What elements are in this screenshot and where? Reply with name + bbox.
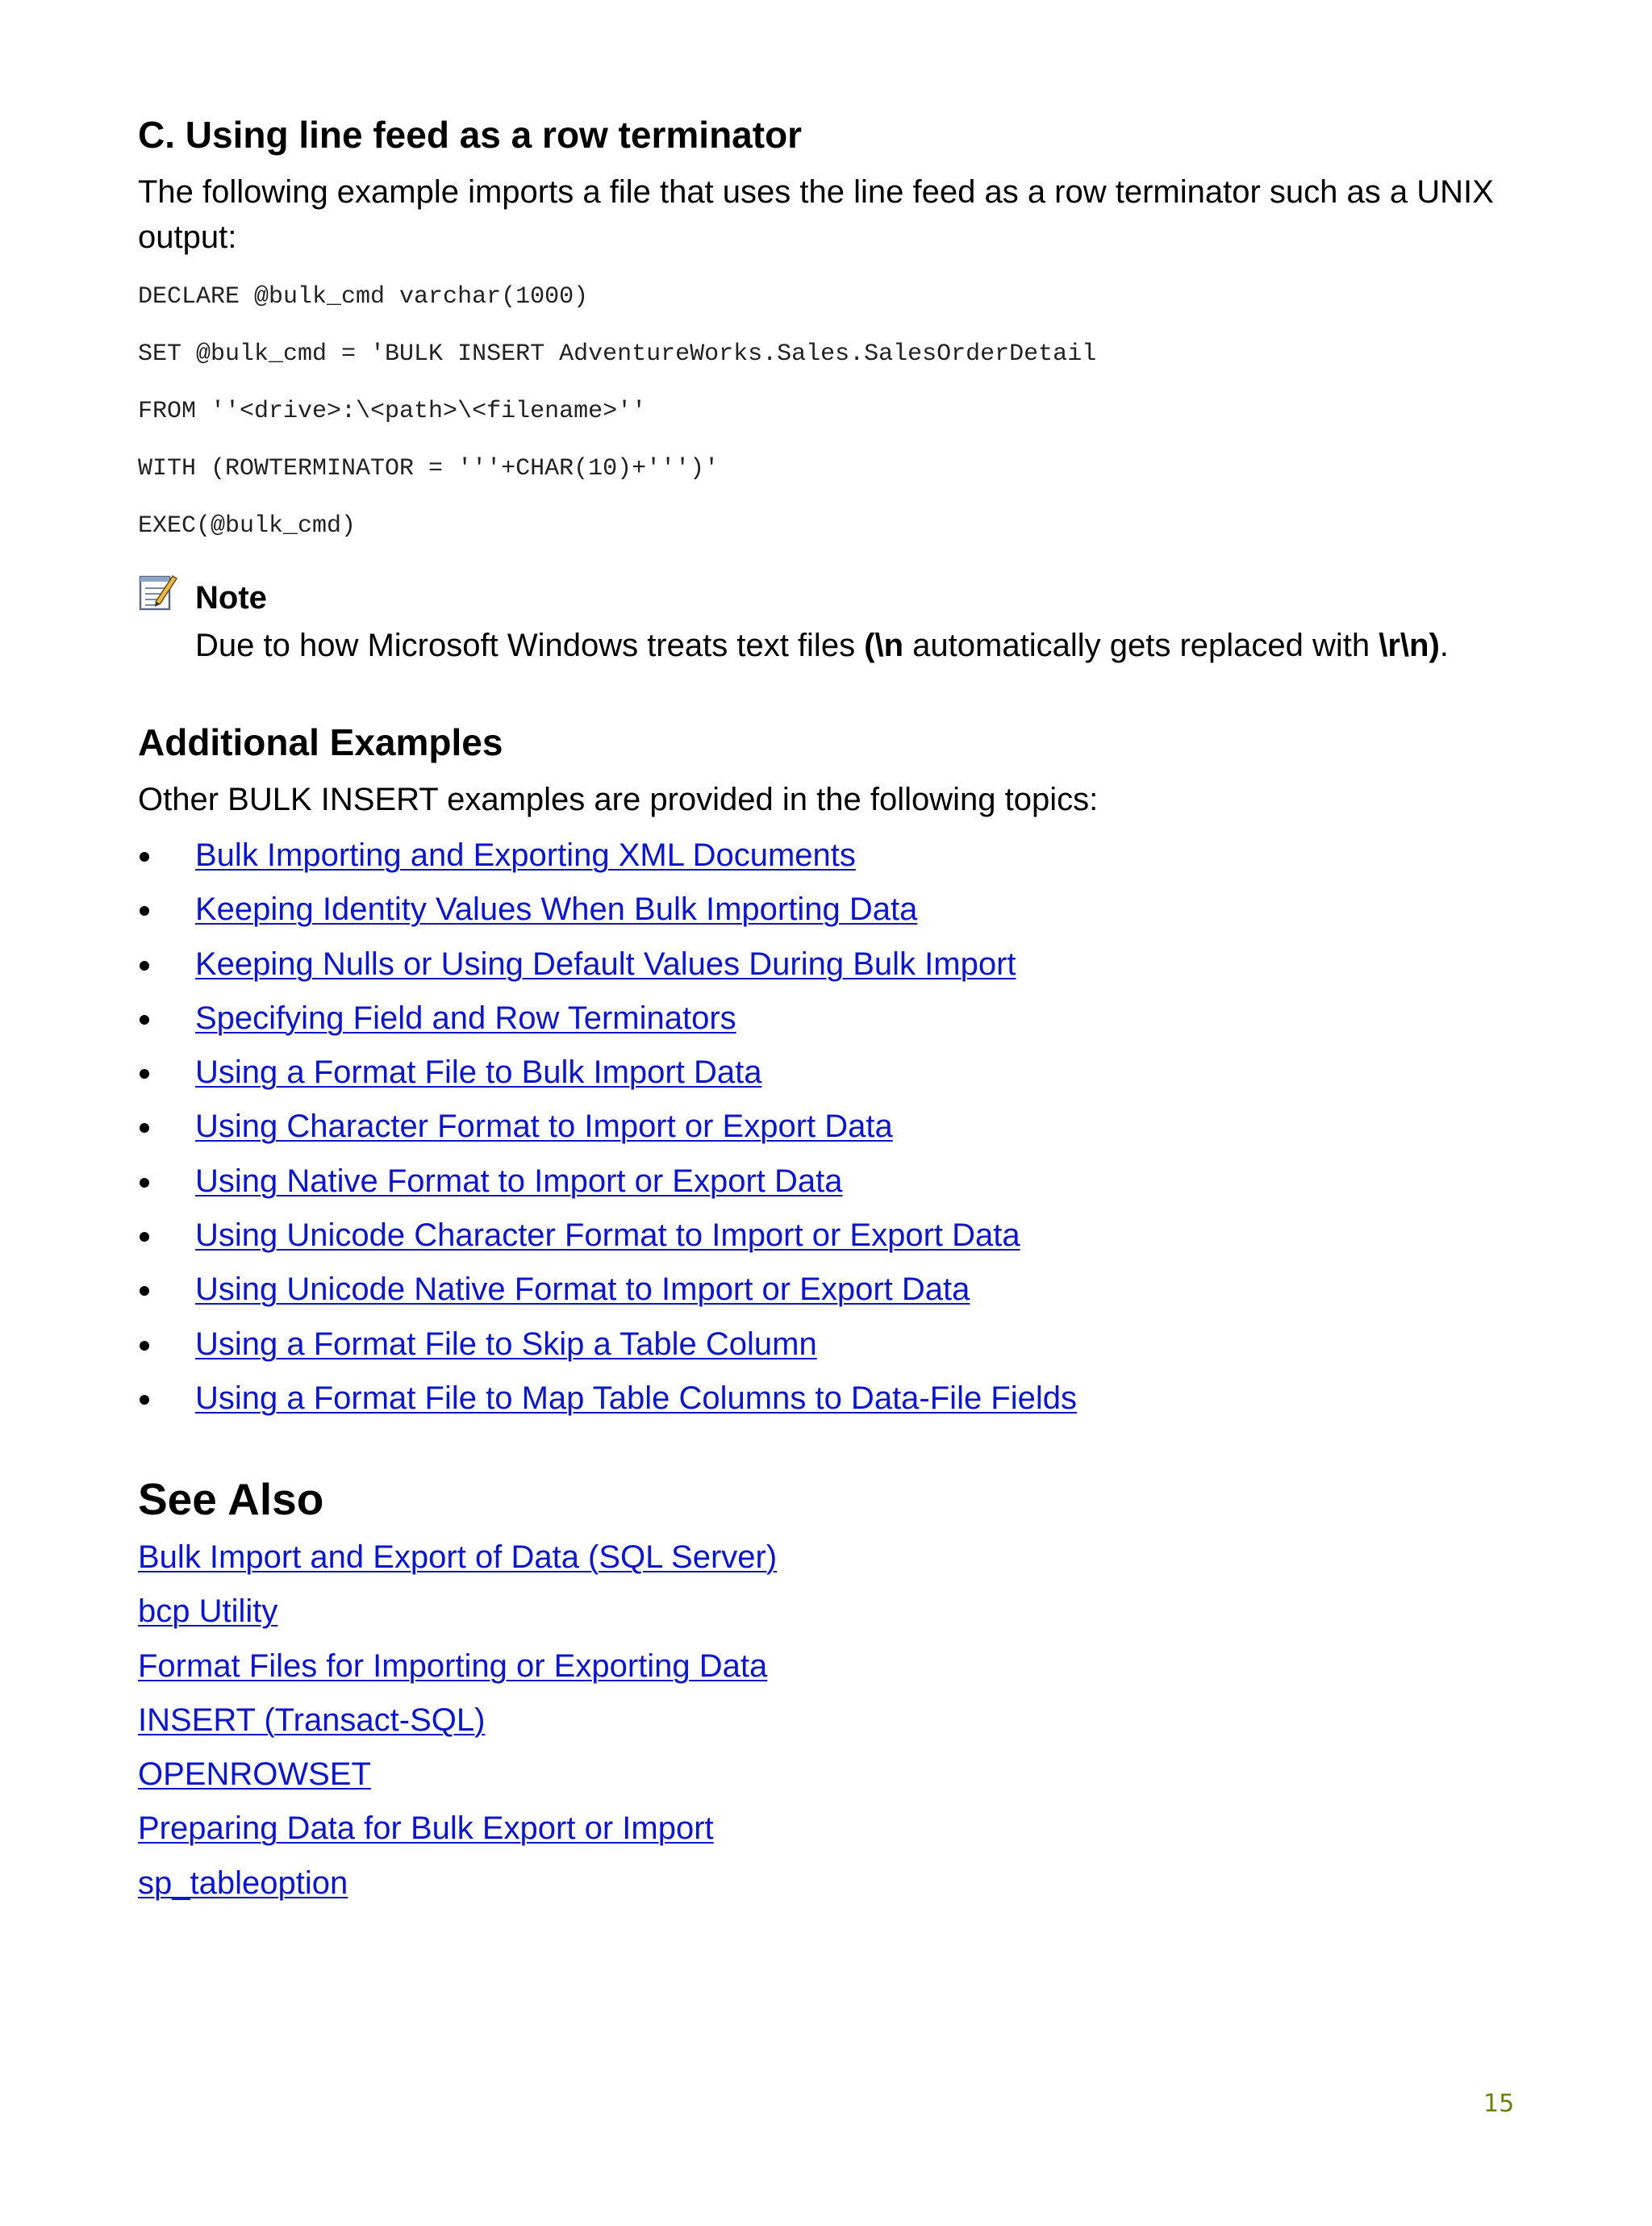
note-icon	[138, 571, 178, 613]
see-also-link[interactable]: OPENROWSET	[138, 1756, 371, 1793]
bullet	[140, 1232, 149, 1242]
example-link[interactable]: Bulk Importing and Exporting XML Documents	[195, 837, 856, 873]
code-line-1: DECLARE @bulk_cmd varchar(1000)	[138, 283, 589, 311]
list-item	[138, 940, 1077, 994]
additional-examples-intro: Other BULK INSERT examples are provided in the following topics:	[138, 782, 1099, 817]
example-link[interactable]: Using Native Format to Import or Export Data	[195, 1163, 843, 1199]
example-link[interactable]: Using Character Format to Import or Export Data	[195, 1109, 893, 1145]
list-item	[138, 1265, 1077, 1319]
note-title: Note	[195, 580, 267, 616]
list-item	[138, 994, 1077, 1048]
list-item	[138, 1157, 1077, 1211]
list-item	[138, 1048, 1077, 1102]
list-item	[138, 1211, 1077, 1265]
list-item	[138, 1320, 1077, 1374]
see-also-link-list	[138, 1533, 777, 1913]
code-line-4: WITH (ROWTERMINATOR = '''+CHAR(10)+''')'	[138, 455, 720, 482]
see-also-link[interactable]: bcp Utility	[138, 1593, 278, 1630]
section-c-intro: The following example imports a file that uses the line feed as a row terminator such as a UNIX output:	[138, 174, 1494, 255]
list-item	[138, 831, 1077, 885]
see-also-link[interactable]: Format Files for Importing or Exporting Data	[138, 1648, 768, 1684]
code-line-3: FROM ''<drive>:\<path>\<filename>''	[138, 398, 647, 425]
bullet	[140, 852, 149, 862]
list-item	[138, 1587, 777, 1641]
page-number: 15	[1483, 2090, 1515, 2118]
example-link[interactable]: Keeping Identity Values When Bulk Importing Data	[195, 892, 918, 928]
example-link[interactable]: Using Unicode Character Format to Import or Export Data	[195, 1217, 1020, 1254]
list-item	[138, 1859, 777, 1913]
list-item	[138, 1750, 777, 1804]
see-also-heading: See Also	[138, 1474, 324, 1524]
bullet	[140, 1341, 149, 1351]
code-line-5: EXEC(@bulk_cmd)	[138, 512, 357, 540]
bullet	[140, 1395, 149, 1405]
example-link[interactable]: Using Unicode Native Format to Import or Export Data	[195, 1272, 970, 1308]
example-link[interactable]: Using a Format File to Map Table Columns to Data-File Fields	[195, 1380, 1078, 1416]
list-item	[138, 1533, 777, 1587]
see-also-link[interactable]: Preparing Data for Bulk Export or Import	[138, 1810, 714, 1847]
list-item	[138, 1642, 777, 1696]
see-also-link[interactable]: sp_tableoption	[138, 1865, 348, 1901]
examples-link-list	[138, 831, 1077, 1428]
example-link[interactable]: Keeping Nulls or Using Default Values During Bulk Import	[195, 946, 1016, 982]
bullet	[140, 1015, 149, 1025]
bullet	[140, 1286, 149, 1296]
see-also-link[interactable]: INSERT (Transact-SQL)	[138, 1702, 486, 1738]
bullet	[140, 1069, 149, 1079]
section-heading-c: C. Using line feed as a row terminator	[138, 114, 803, 156]
see-also-link[interactable]: Bulk Import and Export of Data (SQL Server)	[138, 1539, 778, 1575]
bullet	[140, 1123, 149, 1133]
additional-examples-heading: Additional Examples	[138, 721, 503, 763]
list-item	[138, 1102, 1077, 1156]
code-line-2: SET @bulk_cmd = 'BULK INSERT AdventureWorks.Sales.SalesOrderDetail	[138, 340, 1097, 368]
example-link[interactable]: Specifying Field and Row Terminators	[195, 1000, 736, 1036]
list-item	[138, 1804, 777, 1858]
bullet	[140, 906, 149, 916]
example-link[interactable]: Using a Format File to Skip a Table Column	[195, 1326, 817, 1362]
list-item	[138, 885, 1077, 939]
example-link[interactable]: Using a Format File to Bulk Import Data	[195, 1055, 762, 1091]
bullet	[140, 961, 149, 971]
bullet	[140, 1178, 149, 1188]
list-item	[138, 1374, 1077, 1428]
list-item	[138, 1696, 777, 1750]
note-text: Due to how Microsoft Windows treats text files (\n automatically gets replaced with \r\n).	[195, 628, 1449, 663]
